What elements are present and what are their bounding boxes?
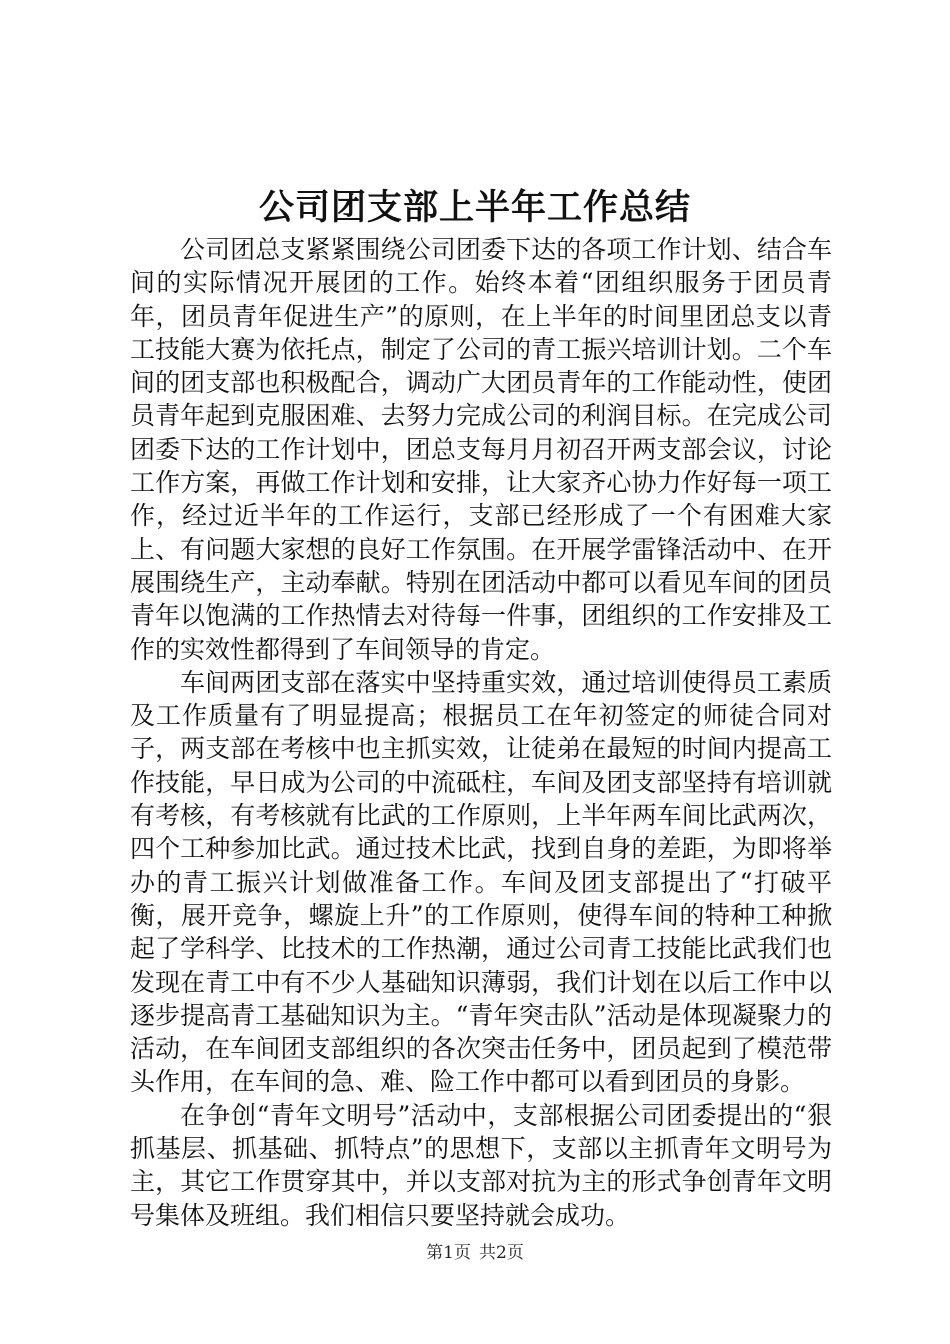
- paragraph-1: 公司团总支紧紧围绕公司团委下达的各项工作计划、结合车间的实际情况开展团的工作。始终本着“团组织服务于团员青年，团员青年促进生产”的原则，在上半年的时间里团总支以青工技能大赛为依托点，制定了公司的青工振兴培训计划。二个车间的团支部也积极配合，调动广大团员青年的工作能动性，使团员青年起到克服困难、去努力完成公司的利润目标。在完成公司团委下达的工作计划中，团总支每月月初召开两支部会议，讨论工作方案，再做工作计划和安排，让大家齐心协力作好每一项工作，经过近半年的工作运行，支部已经形成了一个有困难大家上、有问题大家想的良好工作氛围。在开展学雷锋活动中、在开展围绕生产，主动奉献。特别在团活动中都可以看见车间的团员青年以饱满的工作热情去对待每一件事，团组织的工作安排及工作的实效性都得到了车间领导的肯定。: [130, 235, 832, 664]
- page-number-total: 共2页: [479, 1243, 524, 1263]
- paragraph-3: 在争创“青年文明号”活动中，支部根据公司团委提出的“狠抓基层、抓基础、抓特点”的思想下，支部以主抓青年文明号为主，其它工作贯穿其中，并以支部对抗为主的形式争创青年文明号集体及班组。我们相信只要坚持就会成功。: [130, 1100, 832, 1230]
- document-title: 公司团支部上半年工作总结: [258, 187, 691, 228]
- page-number-current: 第1页: [426, 1243, 471, 1263]
- page-footer: [0, 1241, 950, 1265]
- paragraph-2: 车间两团支部在落实中坚持重实效，通过培训使得员工素质及工作质量有了明显提高；根据员工在年初签定的师徒合同对子，两支部在考核中也主抓实效，让徒弟在最短的时间内提高工作技能，早日成为公司的中流砥柱，车间及团支部坚持有培训就有考核，有考核就有比武的工作原则，上半年两车间比武两次，四个工种参加比武。通过技术比武，找到自身的差距，为即将举办的青工振兴计划做准备工作。车间及团支部提出了“打破平衡，展开竞争，螺旋上升”的工作原则，使得车间的特种工种掀起了学科学、比技术的工作热潮，通过公司青工技能比武我们也发现在青工中有不少人基础知识薄弱，我们计划在以后工作中以逐步提高青工基础知识为主。“青年突击队”活动是体现凝聚力的活动，在车间团支部组织的各次突击任务中，团员起到了模范带头作用，在车间的急、难、险工作中都可以看到团员的身影。: [130, 667, 832, 1097]
- document-body: [130, 233, 832, 1232]
